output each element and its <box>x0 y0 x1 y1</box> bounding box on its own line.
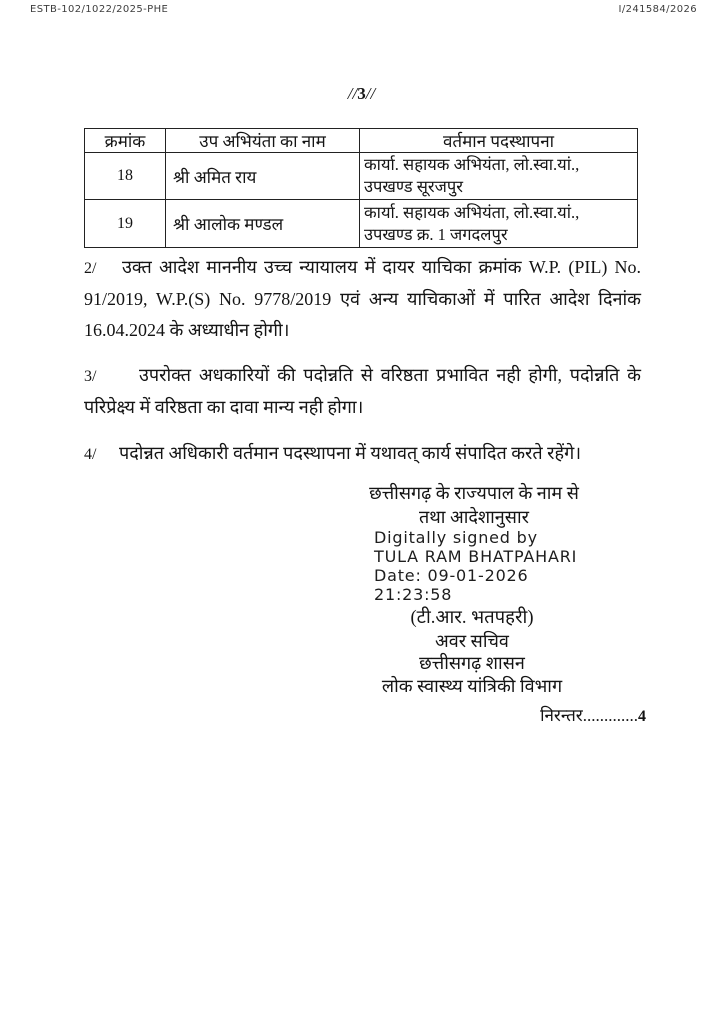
digital-signature-line-4: 21:23:58 <box>374 585 453 604</box>
page-number-suffix: // <box>365 84 376 103</box>
continuation-page: 4 <box>638 708 646 725</box>
page-number-value: 3 <box>357 84 366 103</box>
digital-signature-line-3: Date: 09-01-2026 <box>374 566 529 585</box>
paragraph-2-number: 2/ <box>84 260 97 277</box>
paragraph-4 <box>84 438 641 470</box>
row-name: श्री आलोक मण्डल <box>166 200 360 248</box>
signatory-department: लोक स्वास्थ्य यांत्रिकी विभाग <box>381 675 563 696</box>
row-name: श्री अमित राय <box>166 153 360 200</box>
paragraph-4-number: 4/ <box>84 446 97 463</box>
file-number: ESTB-102/1022/2025-PHE <box>30 4 169 15</box>
digital-signature-stamp <box>374 528 577 604</box>
row-serial: 18 <box>85 153 166 200</box>
authority-line-1: छत्तीसगढ़ के राज्यपाल के नाम से <box>369 483 579 503</box>
paragraph-3 <box>84 360 641 423</box>
signatory-block <box>298 607 646 697</box>
signatory-government: छत्तीसगढ़ शासन <box>419 653 525 673</box>
paragraph-2 <box>84 252 641 346</box>
row-serial: 19 <box>85 200 166 248</box>
paragraph-3-text: उपरोक्त अधकारियों की पदोन्नति से वरिष्ठता प्रभावित नही होगी, पदोन्नति के परिप्रेक्ष्य में वरिष्ठता का दावा मान्य नही होगा। <box>84 365 641 417</box>
authority-line-2: तथा आदेशानुसार <box>419 507 529 527</box>
page-number-prefix: // <box>347 84 358 103</box>
continuation-note <box>450 703 646 726</box>
doc-id: I/241584/2026 <box>618 4 697 15</box>
col-header-posting: वर्तमान पदस्थापना <box>360 129 638 153</box>
table-row <box>85 153 638 200</box>
continuation-label: निरन्तर............. <box>540 706 638 725</box>
signature-authority <box>318 481 630 529</box>
col-header-serial: क्रमांक <box>85 129 166 153</box>
posting-line-2: उपखण्ड सूरजपुर <box>364 177 463 196</box>
officers-table <box>84 128 638 248</box>
posting-line-1: कार्या. सहायक अभियंता, लो.स्वा.यां., <box>364 202 580 222</box>
table-row <box>85 200 638 248</box>
paragraph-4-text: पदोन्नत अधिकारी वर्तमान पदस्थापना में यथावत् कार्य संपादित करते रहेंगे। <box>119 443 582 463</box>
posting-line-2: उपखण्ड क्र. 1 जगदलपुर <box>364 224 508 244</box>
paragraph-2-text: उक्त आदेश माननीय उच्च न्यायालय में दायर याचिका क्रमांक W.P. (PIL) No. 91/2019, W.P.(S) No. 9778/2019 एवं अन्य याचिकाओं में पारित आदेश दिनांक 16.04.2024 के अध्याधीन होगी। <box>84 257 641 340</box>
signatory-designation: अवर सचिव <box>435 630 509 651</box>
row-posting <box>360 200 638 248</box>
row-posting <box>360 153 638 200</box>
digital-signature-line-2: TULA RAM BHATPAHARI <box>374 547 578 566</box>
table-header-row <box>85 129 638 153</box>
page-number <box>0 84 723 104</box>
paragraph-3-number: 3/ <box>84 368 97 385</box>
posting-line-1: कार्या. सहायक अभियंता, लो.स्वा.यां., <box>364 155 580 174</box>
digital-signature-line-1: Digitally signed by <box>374 528 538 547</box>
col-header-name: उप अभियंता का नाम <box>166 129 360 153</box>
signatory-name: (टी.आर. भतपहरी) <box>410 608 534 628</box>
